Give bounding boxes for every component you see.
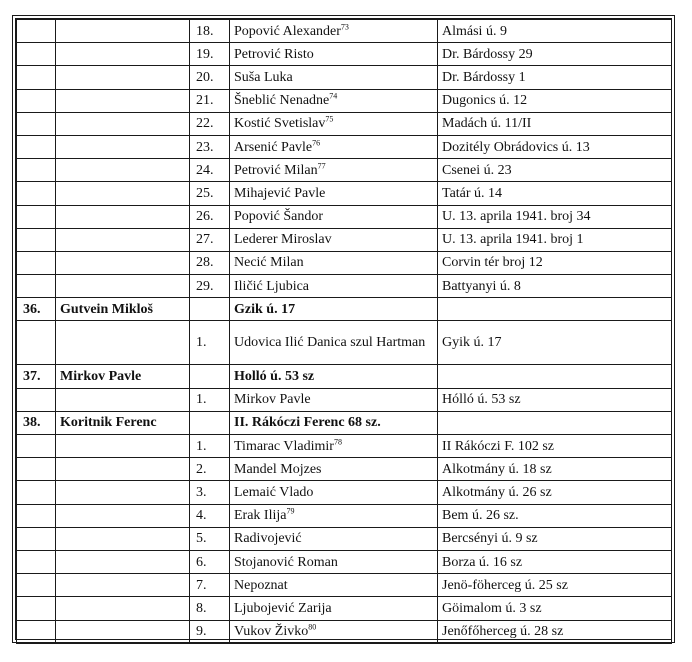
resident-address bbox=[438, 228, 672, 251]
resident-address bbox=[438, 251, 672, 274]
resident-address-text: Madách ú. 11/II bbox=[442, 116, 532, 132]
resident-name bbox=[230, 275, 438, 298]
resident-address bbox=[438, 388, 672, 411]
resident-number bbox=[190, 275, 230, 298]
resident-row bbox=[17, 66, 672, 89]
building-number bbox=[17, 298, 56, 321]
resident-address-text: U. 13. aprila 1941. broj 1 bbox=[442, 232, 584, 248]
empty-cell bbox=[190, 411, 230, 434]
empty-cell bbox=[17, 481, 56, 504]
resident-number-text: 26. bbox=[196, 209, 214, 225]
resident-number bbox=[190, 321, 230, 365]
resident-row bbox=[17, 597, 672, 620]
footnote-ref: 78 bbox=[333, 436, 342, 446]
resident-name bbox=[230, 527, 438, 550]
empty-cell bbox=[56, 527, 190, 550]
resident-name bbox=[230, 388, 438, 411]
resident-address-text: Dozitély Obrádovics ú. 13 bbox=[442, 139, 590, 155]
resident-name-text: Timarac Vladimir bbox=[234, 438, 334, 454]
empty-cell bbox=[56, 388, 190, 411]
resident-address bbox=[438, 182, 672, 205]
owner-name-text: Koritnik Ferenc bbox=[60, 415, 157, 431]
empty-cell bbox=[56, 135, 190, 158]
resident-row bbox=[17, 321, 672, 365]
resident-row bbox=[17, 550, 672, 573]
resident-address bbox=[438, 66, 672, 89]
resident-address-text: Battyanyi ú. 8 bbox=[442, 278, 521, 294]
empty-cell bbox=[17, 504, 56, 527]
empty-cell bbox=[56, 620, 190, 643]
empty-cell bbox=[17, 527, 56, 550]
resident-address-text: Dr. Bárdossy 29 bbox=[442, 46, 533, 62]
resident-name-text: Kostić Svetislav bbox=[234, 116, 326, 132]
building-number-text: 36. bbox=[23, 301, 41, 317]
resident-address-text: II Rákóczi F. 102 sz bbox=[442, 438, 555, 454]
empty-cell bbox=[17, 574, 56, 597]
resident-number bbox=[190, 251, 230, 274]
resident-address-text: Jenőfőherceg ú. 28 sz bbox=[442, 624, 564, 640]
empty-cell bbox=[56, 159, 190, 182]
resident-row bbox=[17, 251, 672, 274]
resident-name bbox=[230, 251, 438, 274]
resident-address-text: Borza ú. 16 sz bbox=[442, 554, 523, 570]
empty-cell bbox=[56, 43, 190, 66]
resident-number-text: 3. bbox=[196, 484, 207, 500]
resident-number-text: 20. bbox=[196, 69, 214, 85]
empty-cell bbox=[56, 20, 190, 43]
resident-address-text: Csenei ú. 23 bbox=[442, 162, 512, 178]
resident-number-text: 1. bbox=[196, 438, 207, 454]
resident-name-text: Mandel Mojzes bbox=[234, 461, 322, 477]
resident-number bbox=[190, 435, 230, 458]
resident-row bbox=[17, 574, 672, 597]
resident-number bbox=[190, 228, 230, 251]
building-address-text: II. Rákóczi Ferenc 68 sz. bbox=[234, 415, 381, 431]
building-header-row bbox=[17, 411, 672, 434]
resident-number bbox=[190, 620, 230, 643]
resident-row bbox=[17, 275, 672, 298]
resident-address bbox=[438, 620, 672, 643]
resident-address-text: Alkotmány ú. 18 sz bbox=[442, 461, 552, 477]
building-number bbox=[17, 411, 56, 434]
building-header-row bbox=[17, 298, 672, 321]
resident-name-text: Šneblić Nenadne bbox=[234, 93, 330, 109]
resident-number bbox=[190, 182, 230, 205]
resident-number bbox=[190, 20, 230, 43]
resident-row bbox=[17, 388, 672, 411]
empty-cell bbox=[56, 481, 190, 504]
resident-address bbox=[438, 481, 672, 504]
owner-name-text: Gutvein Mikloš bbox=[60, 301, 153, 317]
resident-number-text: 4. bbox=[196, 508, 207, 524]
building-address bbox=[230, 365, 438, 388]
resident-address-text: Jenö-föherceg ú. 25 sz bbox=[442, 577, 568, 593]
empty-cell bbox=[17, 135, 56, 158]
empty-cell bbox=[56, 458, 190, 481]
table-body bbox=[17, 20, 672, 644]
resident-number-text: 6. bbox=[196, 554, 207, 570]
resident-name-text: Popović Alexander bbox=[234, 23, 341, 39]
resident-number-text: 1. bbox=[196, 392, 207, 408]
resident-address-text: Corvin tér broj 12 bbox=[442, 255, 543, 271]
resident-address bbox=[438, 43, 672, 66]
owner-name-text: Mirkov Pavle bbox=[60, 369, 142, 385]
resident-number-text: 9. bbox=[196, 624, 207, 640]
resident-name bbox=[230, 597, 438, 620]
empty-cell bbox=[56, 435, 190, 458]
resident-address bbox=[438, 135, 672, 158]
empty-cell bbox=[17, 205, 56, 228]
resident-name bbox=[230, 550, 438, 573]
resident-number-text: 7. bbox=[196, 577, 207, 593]
resident-number-text: 23. bbox=[196, 139, 214, 155]
resident-name-text: Stojanović Roman bbox=[234, 554, 338, 570]
resident-name-text: Mihajević Pavle bbox=[234, 185, 326, 201]
empty-cell bbox=[56, 504, 190, 527]
resident-row bbox=[17, 228, 672, 251]
empty-cell bbox=[17, 550, 56, 573]
resident-number-text: 8. bbox=[196, 600, 207, 616]
empty-cell bbox=[17, 597, 56, 620]
resident-address-text: Gyik ú. 17 bbox=[442, 335, 502, 351]
resident-number bbox=[190, 89, 230, 112]
resident-number-text: 1. bbox=[196, 335, 207, 351]
resident-number-text: 2. bbox=[196, 461, 207, 477]
empty-cell bbox=[56, 275, 190, 298]
resident-name bbox=[230, 66, 438, 89]
building-address bbox=[230, 298, 438, 321]
resident-row bbox=[17, 159, 672, 182]
building-number-text: 38. bbox=[23, 415, 41, 431]
resident-address-text: Bem ú. 26 sz. bbox=[442, 508, 519, 524]
resident-address-text: Göimalom ú. 3 sz bbox=[442, 600, 542, 616]
resident-address bbox=[438, 504, 672, 527]
empty-cell bbox=[17, 43, 56, 66]
resident-address-text: Tatár ú. 14 bbox=[442, 185, 503, 201]
empty-cell bbox=[56, 550, 190, 573]
building-address-text: Gzik ú. 17 bbox=[234, 301, 296, 317]
empty-cell bbox=[56, 66, 190, 89]
empty-cell bbox=[56, 574, 190, 597]
empty-cell bbox=[56, 251, 190, 274]
resident-name-text: Vukov Živko bbox=[234, 624, 309, 640]
resident-row bbox=[17, 112, 672, 135]
empty-cell bbox=[17, 159, 56, 182]
resident-name-text: Radivojević bbox=[234, 531, 302, 547]
empty-cell bbox=[56, 597, 190, 620]
resident-number-text: 21. bbox=[196, 93, 214, 109]
empty-cell bbox=[17, 228, 56, 251]
resident-name-text: Petrović Risto bbox=[234, 46, 314, 62]
empty-cell bbox=[190, 365, 230, 388]
resident-row bbox=[17, 481, 672, 504]
resident-number-text: 29. bbox=[196, 278, 214, 294]
resident-name bbox=[230, 504, 438, 527]
resident-address bbox=[438, 550, 672, 573]
resident-name bbox=[230, 89, 438, 112]
resident-row bbox=[17, 527, 672, 550]
resident-name-text: Udovica Ilić Danica szul Hartman bbox=[234, 335, 426, 351]
empty-cell bbox=[17, 620, 56, 643]
resident-row bbox=[17, 205, 672, 228]
empty-cell bbox=[17, 321, 56, 365]
resident-address-text: Almási ú. 9 bbox=[442, 23, 507, 39]
building-address-text: Holló ú. 53 sz bbox=[234, 369, 315, 385]
resident-number bbox=[190, 388, 230, 411]
footnote-ref: 77 bbox=[317, 161, 326, 171]
empty-cell bbox=[56, 89, 190, 112]
resident-name-text: Necić Milan bbox=[234, 255, 304, 271]
resident-row bbox=[17, 504, 672, 527]
resident-name-text: Arsenić Pavle bbox=[234, 139, 313, 155]
resident-name-text: Popović Šandor bbox=[234, 209, 324, 225]
resident-name bbox=[230, 574, 438, 597]
building-header-row bbox=[17, 365, 672, 388]
resident-name-text: Suša Luka bbox=[234, 69, 293, 85]
resident-number-text: 25. bbox=[196, 185, 214, 201]
building-address bbox=[230, 411, 438, 434]
resident-name bbox=[230, 458, 438, 481]
owner-name bbox=[56, 298, 190, 321]
resident-name bbox=[230, 228, 438, 251]
empty-cell bbox=[438, 298, 672, 321]
resident-name bbox=[230, 112, 438, 135]
footnote-ref: 74 bbox=[329, 91, 338, 101]
resident-name-text: Mirkov Pavle bbox=[234, 392, 311, 408]
building-number bbox=[17, 365, 56, 388]
resident-address bbox=[438, 527, 672, 550]
empty-cell bbox=[190, 298, 230, 321]
resident-address-text: Dugonics ú. 12 bbox=[442, 93, 528, 109]
resident-name-text: Erak Ilija bbox=[234, 508, 287, 524]
resident-number-text: 28. bbox=[196, 255, 214, 271]
resident-number-text: 24. bbox=[196, 162, 214, 178]
resident-number bbox=[190, 597, 230, 620]
resident-number bbox=[190, 135, 230, 158]
resident-row bbox=[17, 435, 672, 458]
resident-address-text: Alkotmány ú. 26 sz bbox=[442, 484, 552, 500]
empty-cell bbox=[17, 20, 56, 43]
resident-number bbox=[190, 550, 230, 573]
empty-cell bbox=[56, 228, 190, 251]
empty-cell bbox=[17, 435, 56, 458]
resident-address-text: Hólló ú. 53 sz bbox=[442, 392, 521, 408]
resident-row bbox=[17, 620, 672, 643]
resident-number bbox=[190, 527, 230, 550]
residents-table bbox=[16, 19, 672, 644]
resident-address bbox=[438, 275, 672, 298]
empty-cell bbox=[56, 112, 190, 135]
resident-name bbox=[230, 205, 438, 228]
resident-name bbox=[230, 135, 438, 158]
resident-address bbox=[438, 159, 672, 182]
building-number-text: 37. bbox=[23, 369, 41, 385]
footnote-ref: 79 bbox=[286, 506, 295, 516]
resident-name-text: Ljubojević Zarija bbox=[234, 600, 332, 616]
resident-address-text: U. 13. aprila 1941. broj 34 bbox=[442, 209, 591, 225]
empty-cell bbox=[56, 321, 190, 365]
resident-address bbox=[438, 321, 672, 365]
resident-row bbox=[17, 20, 672, 43]
empty-cell bbox=[17, 182, 56, 205]
empty-cell bbox=[17, 388, 56, 411]
resident-row bbox=[17, 89, 672, 112]
resident-address bbox=[438, 597, 672, 620]
footnote-ref: 75 bbox=[325, 114, 334, 124]
owner-name bbox=[56, 411, 190, 434]
resident-address bbox=[438, 20, 672, 43]
resident-number-text: 18. bbox=[196, 23, 214, 39]
resident-address bbox=[438, 435, 672, 458]
resident-name bbox=[230, 620, 438, 643]
resident-address bbox=[438, 205, 672, 228]
resident-row bbox=[17, 182, 672, 205]
resident-name-text: Lederer Miroslav bbox=[234, 232, 332, 248]
footnote-ref: 80 bbox=[308, 622, 317, 632]
empty-cell bbox=[17, 275, 56, 298]
empty-cell bbox=[17, 251, 56, 274]
resident-name bbox=[230, 20, 438, 43]
resident-address bbox=[438, 89, 672, 112]
resident-number bbox=[190, 43, 230, 66]
resident-number-text: 5. bbox=[196, 531, 207, 547]
resident-number bbox=[190, 112, 230, 135]
resident-name bbox=[230, 159, 438, 182]
empty-cell bbox=[17, 112, 56, 135]
resident-number-text: 27. bbox=[196, 232, 214, 248]
empty-cell bbox=[438, 365, 672, 388]
resident-name bbox=[230, 182, 438, 205]
resident-number bbox=[190, 159, 230, 182]
empty-cell bbox=[17, 66, 56, 89]
resident-name-text: Nepoznat bbox=[234, 577, 288, 593]
resident-number-text: 22. bbox=[196, 116, 214, 132]
resident-name bbox=[230, 435, 438, 458]
resident-number bbox=[190, 66, 230, 89]
resident-row bbox=[17, 458, 672, 481]
resident-number bbox=[190, 504, 230, 527]
resident-name-text: Lemaić Vlado bbox=[234, 484, 314, 500]
resident-row bbox=[17, 135, 672, 158]
footnote-ref: 73 bbox=[340, 21, 349, 31]
resident-name bbox=[230, 321, 438, 365]
empty-cell bbox=[17, 89, 56, 112]
footnote-ref: 76 bbox=[312, 137, 321, 147]
resident-name-text: Petrović Milan bbox=[234, 162, 318, 178]
empty-cell bbox=[17, 458, 56, 481]
resident-address bbox=[438, 574, 672, 597]
resident-name bbox=[230, 481, 438, 504]
resident-number bbox=[190, 205, 230, 228]
empty-cell bbox=[56, 205, 190, 228]
resident-number bbox=[190, 458, 230, 481]
resident-name-text: Iličić Ljubica bbox=[234, 278, 310, 294]
resident-address-text: Bercsényi ú. 9 sz bbox=[442, 531, 538, 547]
resident-name bbox=[230, 43, 438, 66]
resident-number-text: 19. bbox=[196, 46, 214, 62]
resident-number bbox=[190, 481, 230, 504]
empty-cell bbox=[438, 411, 672, 434]
resident-address bbox=[438, 112, 672, 135]
resident-row bbox=[17, 43, 672, 66]
empty-cell bbox=[56, 182, 190, 205]
owner-name bbox=[56, 365, 190, 388]
resident-address-text: Dr. Bárdossy 1 bbox=[442, 69, 526, 85]
resident-number bbox=[190, 574, 230, 597]
resident-address bbox=[438, 458, 672, 481]
